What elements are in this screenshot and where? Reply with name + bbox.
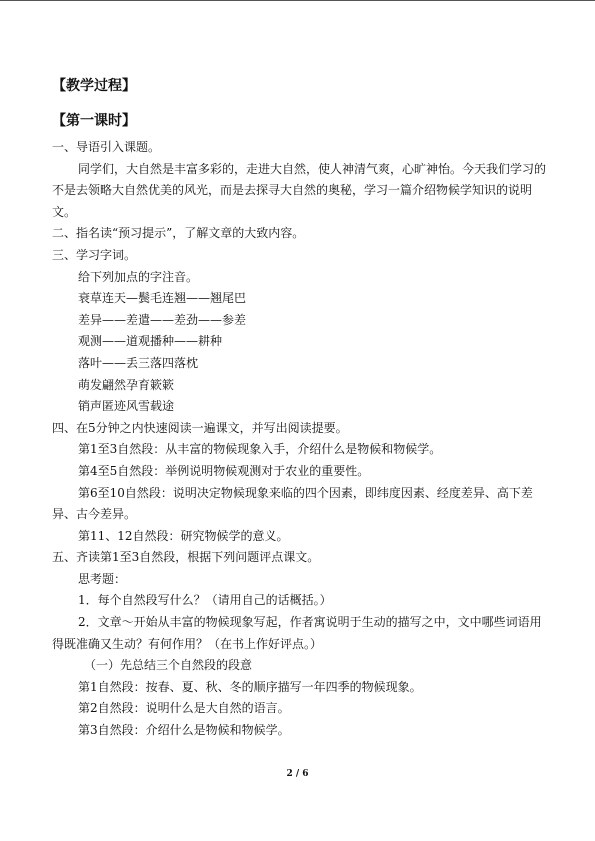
section-fast-reading: 四、在5分钟之内快速阅读一遍课文，并写出阅读提要。 [52, 420, 348, 435]
section-read-aloud: 五、齐读第1至3自然段，根据下列问题评点课文。 [52, 550, 320, 565]
section-vocabulary: 三、学习字词。 [52, 247, 137, 262]
summary-item: 第11、12自然段：研究物候学的意义。 [78, 528, 289, 543]
summary-item: 第6至10自然段：说明决定物候现象来临的四个因素，即纬度因素、经度差异、高下差异、古今差异。 [52, 485, 533, 522]
subsection-summary: （一）先总结三个自然段的段意 [84, 658, 253, 673]
heading-teaching-process: 【教学过程】 [52, 78, 136, 94]
question-item: 2．文章～开始从丰富的物候现象写起，作者寓说明于生动的描写之中，文中哪些词语用得既准确又生动？有何作用？（在书上作好评点。） [52, 615, 542, 651]
paragraph-summary: 第3自然段：介绍什么是物候和物候学。 [78, 723, 290, 738]
vocab-line: 落叶——丢三落四落枕 [78, 355, 199, 370]
summary-item: 第4至5自然段：举例说明物候观测对于农业的重要性。 [78, 463, 370, 478]
vocab-instruction: 给下列加点的字注音。 [78, 269, 199, 284]
section-intro: 一、导语引入课题。 [52, 140, 161, 154]
vocab-line: 萌发翩然孕育簌簌 [78, 377, 175, 392]
summary-item: 第1至3自然段：从丰富的物候现象入手，介绍什么是物候和物候学。 [78, 442, 442, 457]
vocab-line: 销声匿迹风雪载途 [78, 399, 175, 414]
heading-first-lesson: 【第一课时】 [52, 113, 136, 129]
vocab-line: 观测——道观播种——耕种 [78, 334, 223, 349]
document-body [52, 76, 552, 742]
questions-label: 思考题： [78, 571, 127, 586]
vocab-line: 衰草连天—鬓毛连翘——翘尾巴 [78, 291, 247, 306]
section-preview: 二、指名读“预习提示”，了解文章的大致内容。 [52, 226, 305, 241]
paragraph-summary: 第1自然段：按春、夏、秋、冬的顺序描写一年四季的物候现象。 [78, 679, 422, 694]
question-item: 1．每个自然段写什么？（请用自己的话概括。） [78, 593, 332, 608]
vocab-line: 差异——差遣——差劲——参差 [78, 312, 247, 327]
paragraph-summary: 第2自然段：说明什么是大自然的语言。 [78, 701, 290, 716]
intro-paragraph: 同学们，大自然是丰富多彩的，走进大自然，使人神清气爽，心旷神怡。今天我们学习的不是去领略大自然优美的风光，而是去探寻大自然的奥秘，学习一篇介绍物候学知识的说明文。 [52, 161, 547, 219]
page-number: 2 / 6 [286, 769, 309, 779]
header-rule [0, 0, 595, 1]
